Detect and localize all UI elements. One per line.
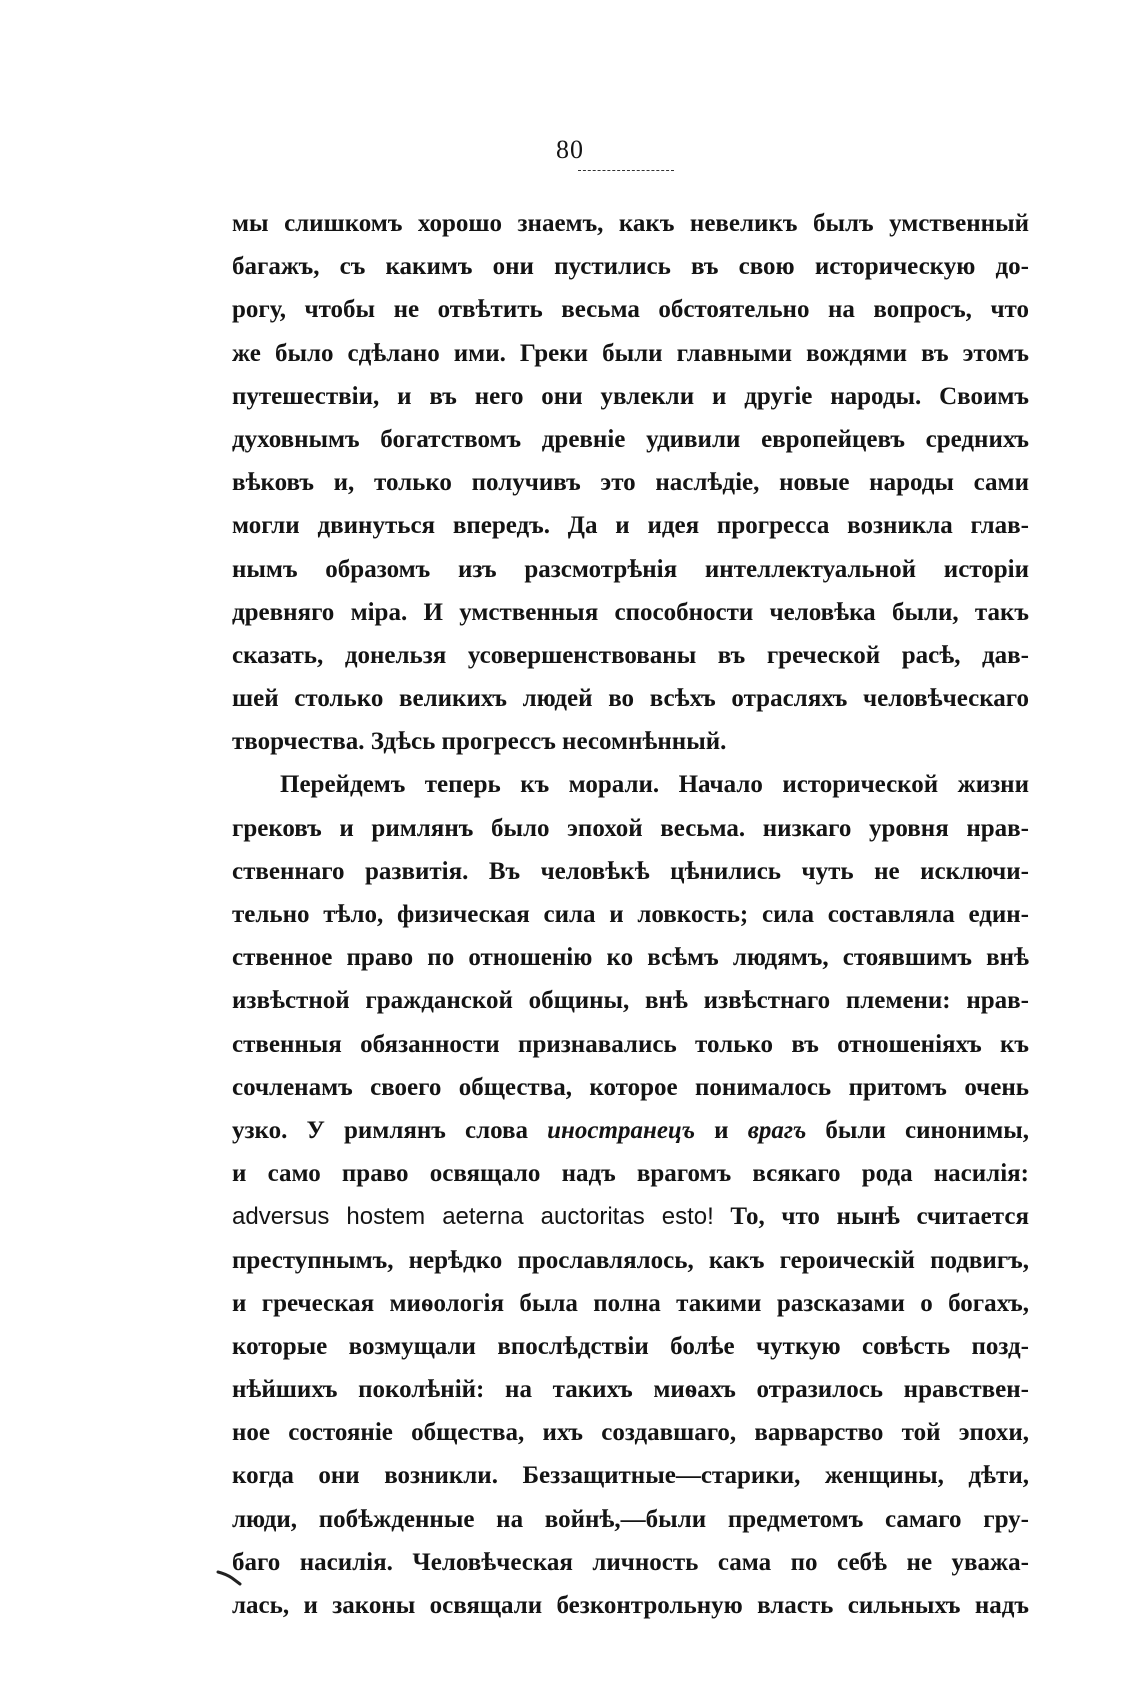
latin-quote: adversus hostem aeterna auctoritas esto! [232, 1203, 714, 1231]
text-line: баго насилія. Человѣческая личность сама по себѣ не уважа- [232, 1548, 1029, 1576]
italic-term-foreigner: иностранецъ [547, 1116, 696, 1144]
text-line: духовнымъ богатствомъ древніе удивили европейцевъ среднихъ [232, 425, 1029, 453]
text-line: мы слишкомъ хорошо знаемъ, какъ невеликъ былъ умственный [232, 210, 1029, 237]
text-line: которые возмущали впослѣдствіи болѣе чуткую совѣсть позд- [232, 1332, 1029, 1360]
text-line: багажъ, съ какимъ они пустились въ свою историческую до- [232, 253, 1029, 281]
text-line-with-italics [232, 1109, 1029, 1152]
text-line: когда они возникли. Беззащитные—старики, женщины, дѣти, [232, 1462, 1029, 1490]
text-run: были синонимы, [806, 1116, 1029, 1144]
text-line: и греческая миѳологія была полна такими разсказами о богахъ, [232, 1289, 1029, 1317]
text-line: шей столько великихъ людей во всѣхъ отрасляхъ человѣческаго [232, 685, 1029, 713]
text-line: ственное право по отношенію ко всѣмъ людямъ, стоявшимъ внѣ [232, 944, 1029, 972]
text-line: ственнаго развитія. Въ человѣкѣ цѣнились чуть не исключи- [232, 857, 1029, 885]
text-line: древняго міра. И умственныя способности человѣка были, такъ [232, 598, 1029, 626]
text-run: и [695, 1116, 748, 1144]
text-line: Перейдемъ теперь къ морали. Начало исторической жизни [280, 771, 1029, 799]
text-line: ственныя обязанности признавались только въ отношеніяхъ къ [232, 1030, 1029, 1058]
text-line: же было сдѣлано ими. Греки были главными вождями въ этомъ [232, 339, 1029, 367]
italic-term-enemy: врагъ [747, 1116, 807, 1144]
margin-mark [216, 1568, 244, 1586]
page-number-rule [578, 170, 674, 171]
text-line: ное состояніе общества, ихъ создавшаго, варварство той эпохи, [232, 1419, 1029, 1447]
body-text [232, 202, 1029, 1627]
text-line: вѣковъ и, только получивъ это наслѣдіе, новые народы сами [232, 469, 1029, 497]
text-line: путешествіи, и въ него они увлекли и другіе народы. Своимъ [232, 382, 1029, 410]
text-line: извѣстной гражданской общины, внѣ извѣстнаго племени: нрав- [232, 987, 1029, 1015]
text-run: То, что нынѣ считается [713, 1203, 1029, 1231]
text-line: сочленамъ своего общества, которое понималось притомъ очень [232, 1073, 1029, 1101]
text-line: люди, побѣжденные на войнѣ,—были предметомъ самаго гру- [232, 1505, 1029, 1533]
text-run: узко. У римлянъ слова [232, 1116, 548, 1144]
text-line: грековъ и римлянъ было эпохой весьма. низкаго уровня нрав- [232, 814, 1029, 842]
text-line-with-latin [232, 1195, 1029, 1238]
text-line: лась, и законы освящали безконтрольную власть сильныхъ надъ [232, 1592, 1029, 1619]
text-line: тельно тѣло, физическая сила и ловкость; сила составляла един- [232, 901, 1029, 928]
page-number: 80 [556, 135, 584, 164]
text-line: нѣйшихъ поколѣній: на такихъ миѳахъ отразилось нравствен- [232, 1376, 1029, 1404]
text-line: преступнымъ, нерѣдко прославлялось, какъ героическій подвигъ, [232, 1246, 1029, 1274]
text-line: творчества. Здѣсь прогрессъ несомнѣнный. [232, 728, 727, 756]
text-line: рогу, чтобы не отвѣтить весьма обстоятельно на вопросъ, что [232, 296, 1029, 324]
text-line: могли двинуться впередъ. Да и идея прогресса возникла глав- [232, 512, 1029, 540]
text-line: и само право освящало надъ врагомъ всякаго рода насилія: [232, 1160, 1029, 1188]
text-line: сказать, донельзя усовершенствованы въ греческой расѣ, дав- [232, 641, 1029, 669]
text-line: нымъ образомъ изъ разсмотрѣнія интеллектуальной исторіи [232, 555, 1029, 583]
